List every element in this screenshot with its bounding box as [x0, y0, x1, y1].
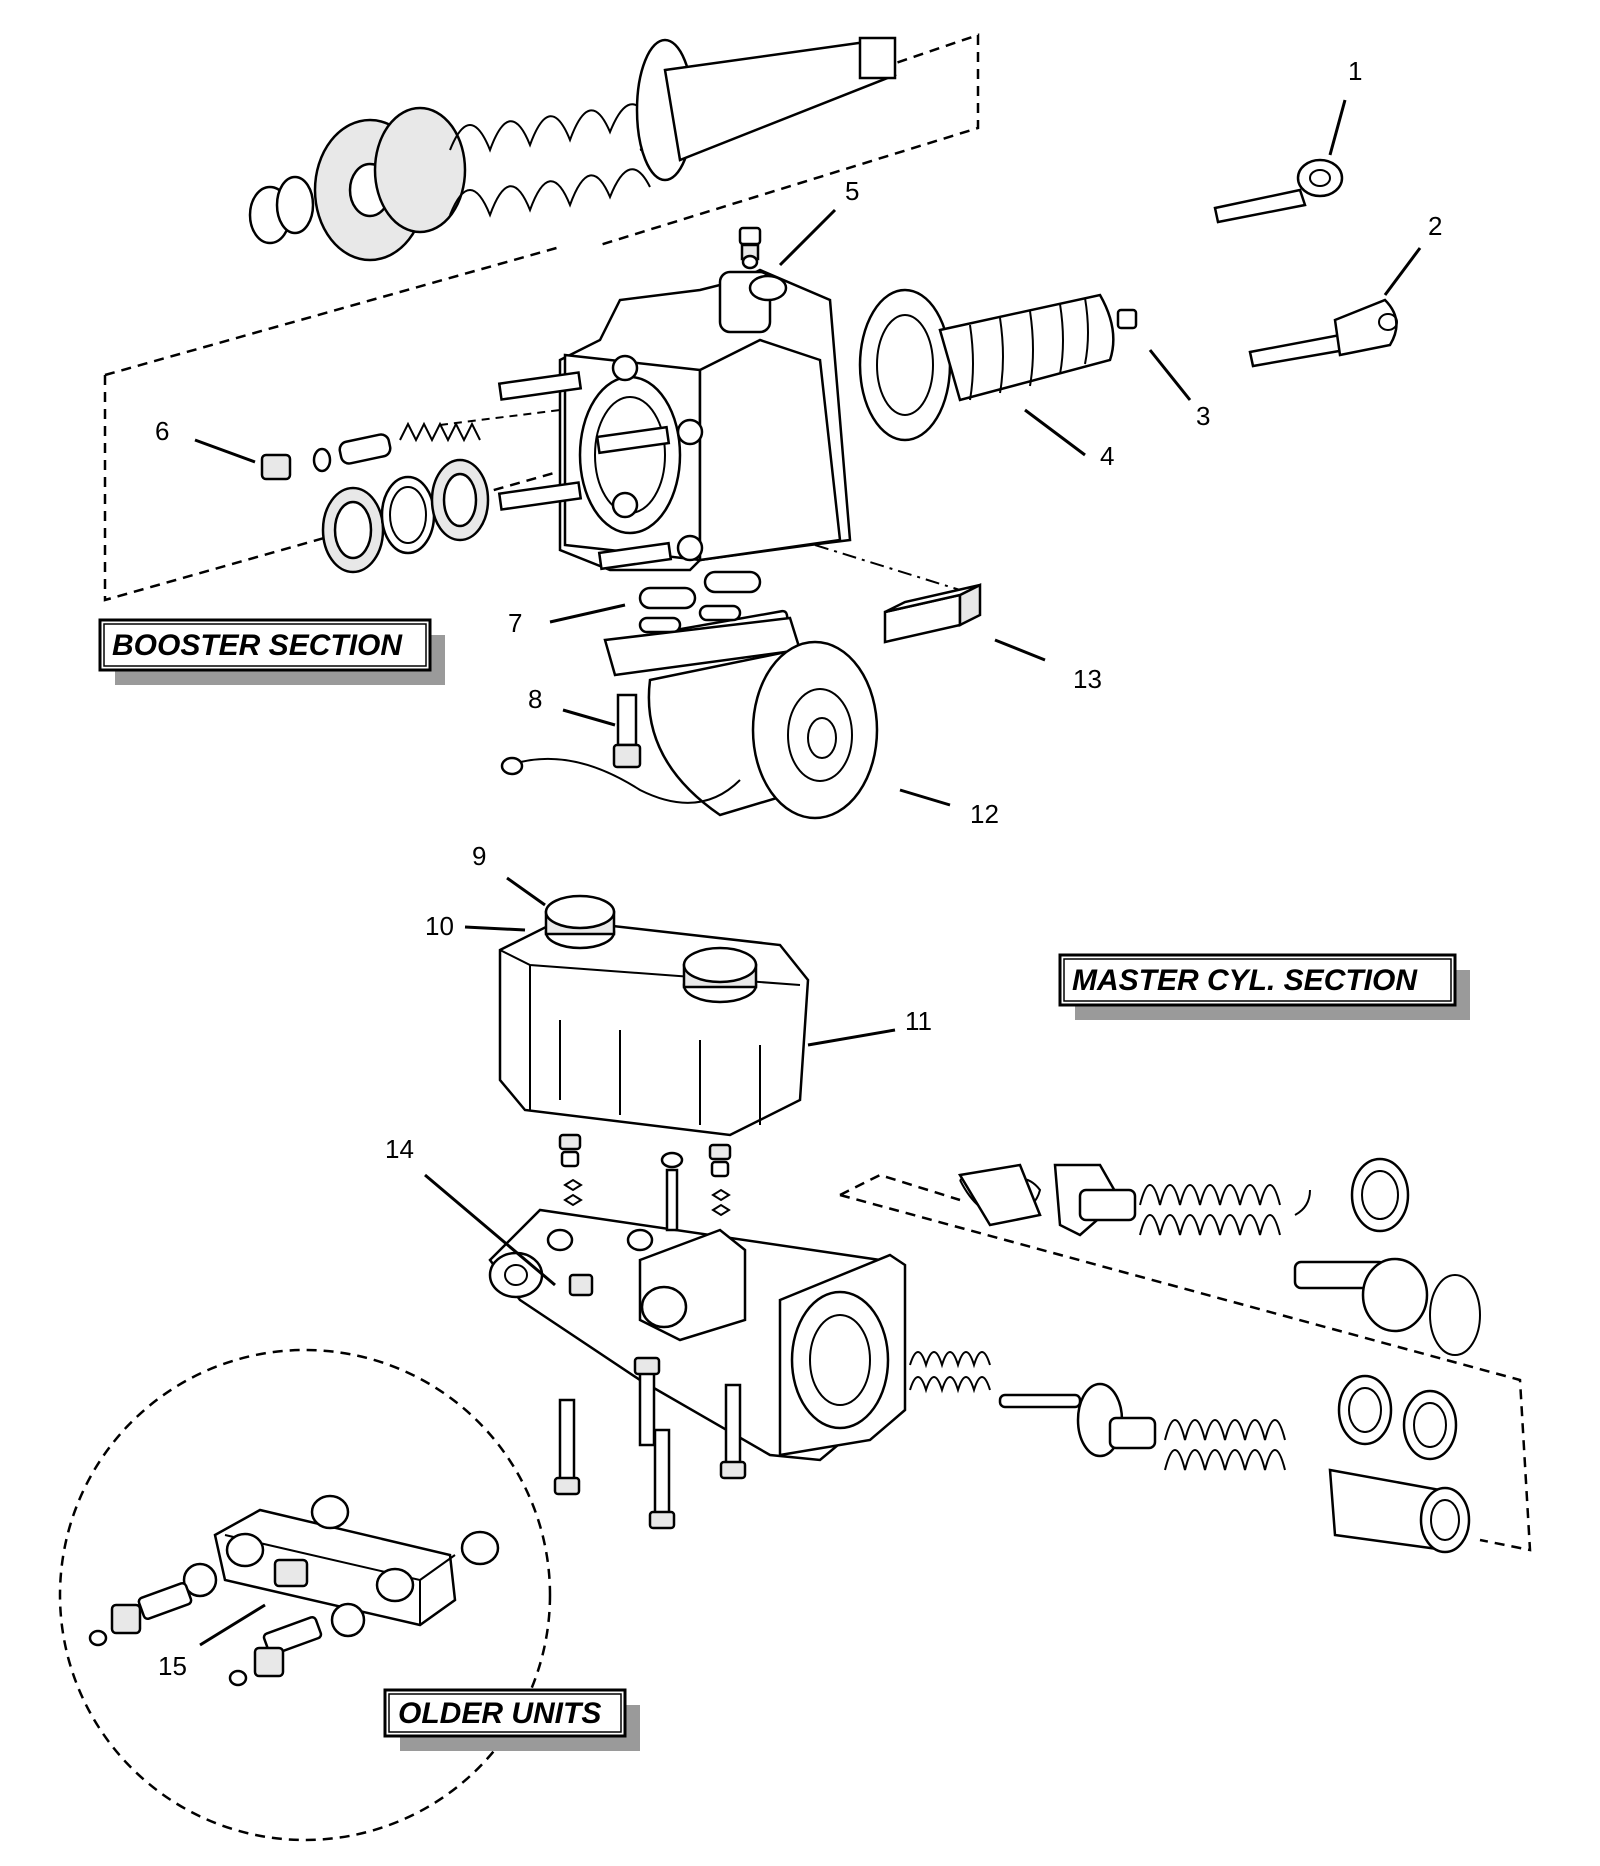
- callout-10: 10: [425, 911, 454, 941]
- callout-7: 7: [508, 608, 523, 638]
- callout-2: 2: [1428, 211, 1443, 241]
- bleeder-fitting-5: [740, 228, 760, 268]
- reservoir-11: [500, 896, 808, 1135]
- callout-15: 15: [158, 1651, 187, 1681]
- callout-6: 6: [155, 416, 170, 446]
- push-rod-clevis-2: [1250, 300, 1397, 366]
- master-cylinder-body: [490, 1210, 905, 1460]
- older-units-label: [385, 1690, 640, 1751]
- booster-section-label: [100, 620, 445, 685]
- push-rod-1: [1215, 160, 1342, 222]
- master-cyl-section-label: [1060, 955, 1470, 1020]
- callout-5: 5: [845, 176, 860, 206]
- internal-parts-lower: [910, 1352, 1469, 1552]
- block-13: [885, 585, 980, 642]
- callout-4: 4: [1100, 441, 1115, 471]
- callout-13: 13: [1073, 664, 1102, 694]
- power-piston-assembly: [250, 38, 895, 260]
- pump-motor-12: [502, 618, 877, 818]
- callout-1: 1: [1348, 56, 1363, 86]
- callout-9: 9: [472, 841, 487, 871]
- callout-8: 8: [528, 684, 543, 714]
- svg-text:OLDER UNITS: OLDER UNITS: [398, 1697, 602, 1730]
- valve-and-seals-6: [262, 424, 488, 572]
- older-units-section: [60, 1350, 550, 1840]
- callout-14: 14: [385, 1134, 414, 1164]
- callout-3: 3: [1196, 401, 1211, 431]
- callout-12: 12: [970, 799, 999, 829]
- internal-parts-upper: [960, 1159, 1480, 1355]
- callout-11: 11: [905, 1006, 932, 1036]
- svg-text:MASTER CYL. SECTION: MASTER CYL. SECTION: [1072, 964, 1418, 997]
- svg-text:BOOSTER SECTION: BOOSTER SECTION: [112, 629, 403, 662]
- mounting-bolt-8: [614, 695, 640, 767]
- boot-bellows-4: [860, 290, 1136, 440]
